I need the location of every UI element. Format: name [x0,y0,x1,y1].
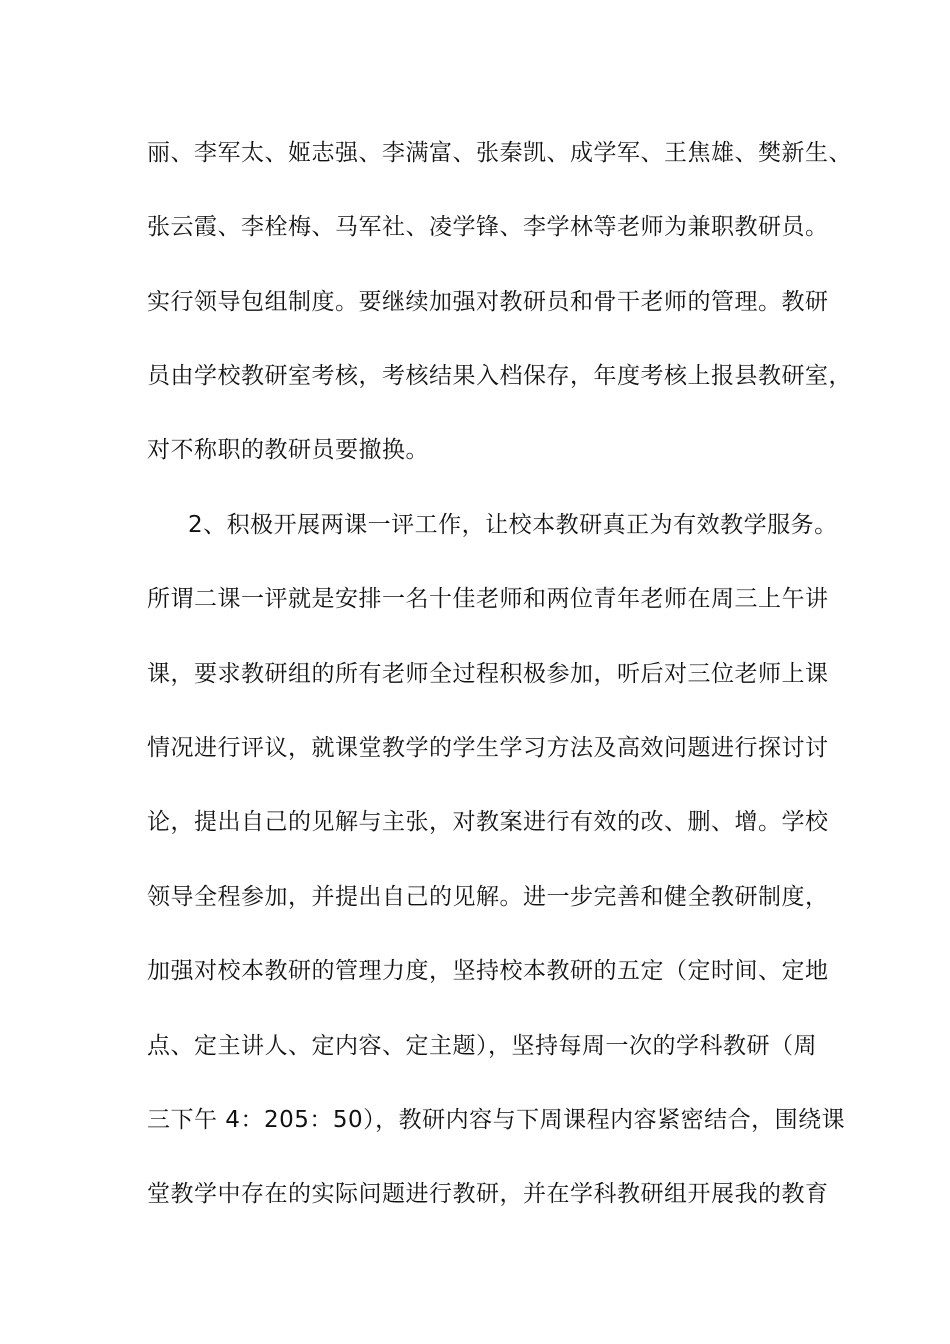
text-line: 论，提出自己的见解与主张，对教案进行有效的改、删、增。学校 [147,809,829,835]
text-line: 对不称职的教研员要撤换。 [147,437,429,463]
text-line: 员由学校教研室考核，考核结果入档保存，年度考核上报县教研室， [147,363,852,389]
text-line: 情况进行评议，就课堂教学的学生学习方法及高效问题进行探讨讨 [147,735,829,761]
text-line: 张云霞、李栓梅、马军社、凌学锋、李学林等老师为兼职教研员。 [147,214,829,240]
text-line: 堂教学中存在的实际问题进行教研，并在学科教研组开展我的教育 [147,1181,829,1207]
text-line: 课，要求教研组的所有老师全过程积极参加，听后对三位老师上课 [147,661,829,687]
text-line: 三下午 4：205：50），教研内容与下周课程内容紧密结合，围绕课 [147,1107,846,1133]
paragraph-start-line: 2、积极开展两课一评工作，让校本教研真正为有效教学服务。 [188,512,838,538]
text-line: 加强对校本教研的管理力度，坚持校本教研的五定（定时间、定地 [147,958,829,984]
text-line: 丽、李军太、姬志强、李满富、张秦凯、成学军、王焦雄、樊新生、 [147,140,852,166]
text-line: 点、定主讲人、定内容、定主题），坚持每周一次的学科教研（周 [147,1033,817,1059]
text-line: 实行领导包组制度。要继续加强对教研员和骨干老师的管理。教研 [147,289,829,315]
text-line: 领导全程参加，并提出自己的见解。进一步完善和健全教研制度， [147,884,829,910]
text-line: 所谓二课一评就是安排一名十佳老师和两位青年老师在周三上午讲 [147,586,829,612]
